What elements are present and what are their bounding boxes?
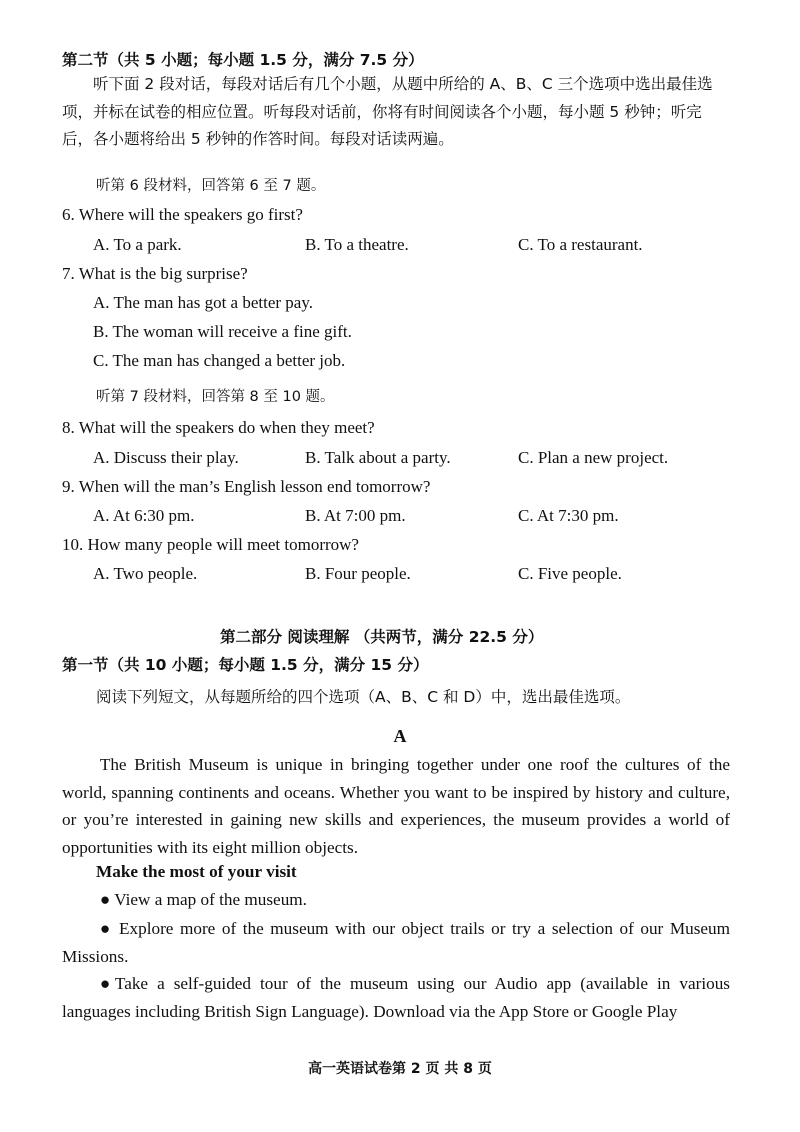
material7-label: 听第 7 段材料，回答第 8 至 10 题。: [96, 389, 335, 405]
question-9-option-a: A. At 6:30 pm.: [93, 506, 195, 525]
section2-instructions: 听下面 2 段对话，每段对话后有几个小题，从题中所给的 A、B、C 三个选项中选出最佳选项，并标在试卷的相应位置。听每段对话前，你将有时间阅读各个小题，每小题 5 秒钟；听完后，各小题将给出 5 秒钟的作答时间。每段对话读两遍。: [62, 75, 713, 148]
question-6-option-c: C. To a restaurant.: [518, 235, 643, 254]
question-7-stem: 7. What is the big surprise?: [62, 264, 248, 283]
page-footer: 高一英语试卷第 2 页 共 8 页: [308, 1061, 492, 1077]
question-9-option-b: B. At 7:00 pm.: [305, 506, 406, 525]
question-10-option-a: A. Two people.: [93, 564, 198, 583]
section2-heading: 第二节（共 5 小题；每小题 1.5 分，满分 7.5 分）: [62, 51, 424, 69]
question-8-option-a: A. Discuss their play.: [93, 448, 239, 467]
question-8-stem: 8. What will the speakers do when they meet?: [62, 418, 375, 437]
question-10-option-c: C. Five people.: [518, 564, 622, 583]
passage-bullet-3: ●Take a self-guided tour of the museum using our Audio app (available in various languages including British Sign Language). Download via the App Store or Google Play: [62, 974, 730, 1021]
part2-section1-instructions: 阅读下列短文，从每题所给的四个选项（A、B、C 和 D）中，选出最佳选项。: [96, 688, 631, 706]
question-6-option-b: B. To a theatre.: [305, 235, 409, 254]
passage-bullet-2: ● Explore more of the museum with our object trails or try a selection of our Museum Missions.: [62, 919, 730, 966]
question-7-option-b: B. The woman will receive a fine gift.: [93, 322, 352, 341]
passage-subheading: Make the most of your visit: [96, 862, 297, 881]
question-7-option-c: C. The man has changed a better job.: [93, 351, 346, 370]
question-7-option-a: A. The man has got a better pay.: [93, 293, 313, 312]
part2-section1-heading: 第一节（共 10 小题；每小题 1.5 分，满分 15 分）: [62, 656, 429, 674]
material6-label: 听第 6 段材料，回答第 6 至 7 题。: [96, 178, 326, 194]
passage-intro: The British Museum is unique in bringing together under one roof the cultures of the world, spanning continents and oceans. Whether you want to be inspired by history and culture, or you’re interested in gaining new skills and experiences, the museum provides a world of opportunities with its eight million objects.: [62, 755, 730, 857]
passage-letter: A: [393, 726, 407, 746]
question-9-stem: 9. When will the man’s English lesson end tomorrow?: [62, 477, 431, 496]
question-8-option-c: C. Plan a new project.: [518, 448, 669, 467]
question-6-option-a: A. To a park.: [93, 235, 182, 254]
question-6-stem: 6. Where will the speakers go first?: [62, 205, 303, 224]
part2-heading: 第二部分 阅读理解 （共两节，满分 22.5 分）: [220, 628, 544, 646]
passage-bullet-1: ● View a map of the museum.: [99, 890, 307, 909]
question-10-stem: 10. How many people will meet tomorrow?: [62, 535, 359, 554]
question-9-option-c: C. At 7:30 pm.: [518, 506, 619, 525]
question-10-option-b: B. Four people.: [305, 564, 411, 583]
question-8-option-b: B. Talk about a party.: [305, 448, 451, 467]
